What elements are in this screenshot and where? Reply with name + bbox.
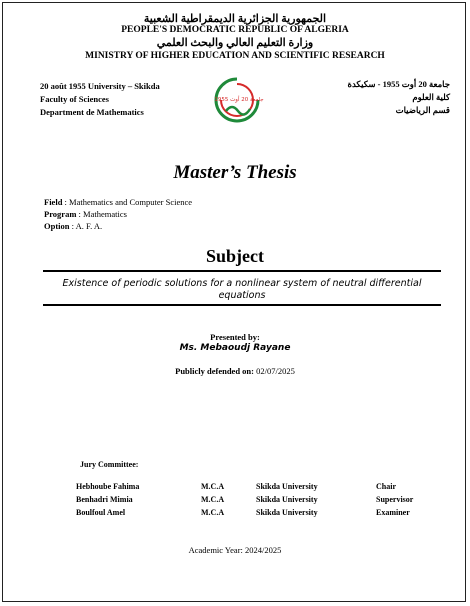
jury-name: Benhadri Mimia — [76, 495, 133, 504]
republic-english: PEOPLE'S DEMOCRATIC REPUBLIC OF ALGERIA — [121, 25, 349, 35]
logo-text: جامعة 20 أوت 1955 — [214, 97, 264, 103]
jury-role: Examiner — [376, 508, 410, 517]
jury-name: Hebhoube Fahima — [76, 482, 140, 491]
jury-role: Chair — [376, 482, 396, 491]
university-logo — [212, 75, 262, 125]
jury-row — [0, 508, 470, 522]
field-value: Mathematics and Computer Science — [69, 197, 193, 207]
university-name: 20 août 1955 University – Skikda — [40, 81, 160, 91]
presented-by-label: Presented by: — [210, 332, 260, 342]
department-name-arabic: قسم الرياضيات — [395, 105, 450, 115]
jury-title: Jury Committee: — [80, 460, 139, 469]
thesis-title: Master’s Thesis — [173, 162, 297, 183]
program-label: Program — [44, 209, 77, 219]
ministry-english: MINISTRY OF HIGHER EDUCATION AND SCIENTIFIC RESEARCH — [85, 51, 385, 61]
subject-heading: Subject — [206, 246, 264, 266]
institution-left — [40, 80, 160, 119]
jury-role: Supervisor — [376, 495, 414, 504]
option-line: Option : A. F. A. — [44, 221, 103, 231]
field-label: Field — [44, 197, 63, 207]
field-line: Field : Mathematics and Computer Science — [44, 197, 193, 207]
subject-rule-top — [43, 270, 441, 272]
ministry-arabic: وزارة التعليم العالي والبحث العلمي — [156, 37, 314, 49]
university-name-arabic: جامعة 20 أوت 1955 - سكيكدة — [347, 79, 450, 89]
defended-label: Publicly defended on: — [175, 366, 254, 376]
jury-institution: Skikda University — [256, 508, 318, 517]
jury-rank: M.C.A — [201, 508, 225, 517]
faculty-name: Faculty of Sciences — [40, 94, 109, 104]
jury-name: Boulfoul Amel — [76, 508, 126, 517]
jury-institution: Skikda University — [256, 482, 318, 491]
defended-date: 02/07/2025 — [256, 366, 295, 376]
jury-institution: Skikda University — [256, 495, 318, 504]
jury-rank: M.C.A — [201, 495, 225, 504]
department-name: Department de Mathematics — [40, 107, 144, 117]
faculty-name-arabic: كلية العلوم — [412, 92, 450, 102]
program-line: Program : Mathematics — [44, 209, 127, 219]
republic-arabic: الجمهورية الجزائرية الديمقراطية الشعبية — [143, 13, 327, 25]
jury-row — [0, 482, 470, 496]
jury-rank: M.C.A — [201, 482, 225, 491]
institution-right — [348, 78, 450, 117]
defense-line — [0, 366, 470, 376]
jury-row — [0, 495, 470, 509]
program-value: Mathematics — [83, 209, 127, 219]
thesis-meta — [44, 196, 192, 232]
option-value: A. F. A. — [75, 221, 103, 231]
subject-text: Existence of periodic solutions for a nonlinear system of neutral differential equations — [62, 278, 422, 301]
academic-year: Academic Year: 2024/2025 — [188, 545, 282, 555]
subject-rule-bottom — [43, 304, 441, 306]
presenter-name: Ms. Mebaoudj Rayane — [179, 343, 291, 353]
option-label: Option — [44, 221, 70, 231]
